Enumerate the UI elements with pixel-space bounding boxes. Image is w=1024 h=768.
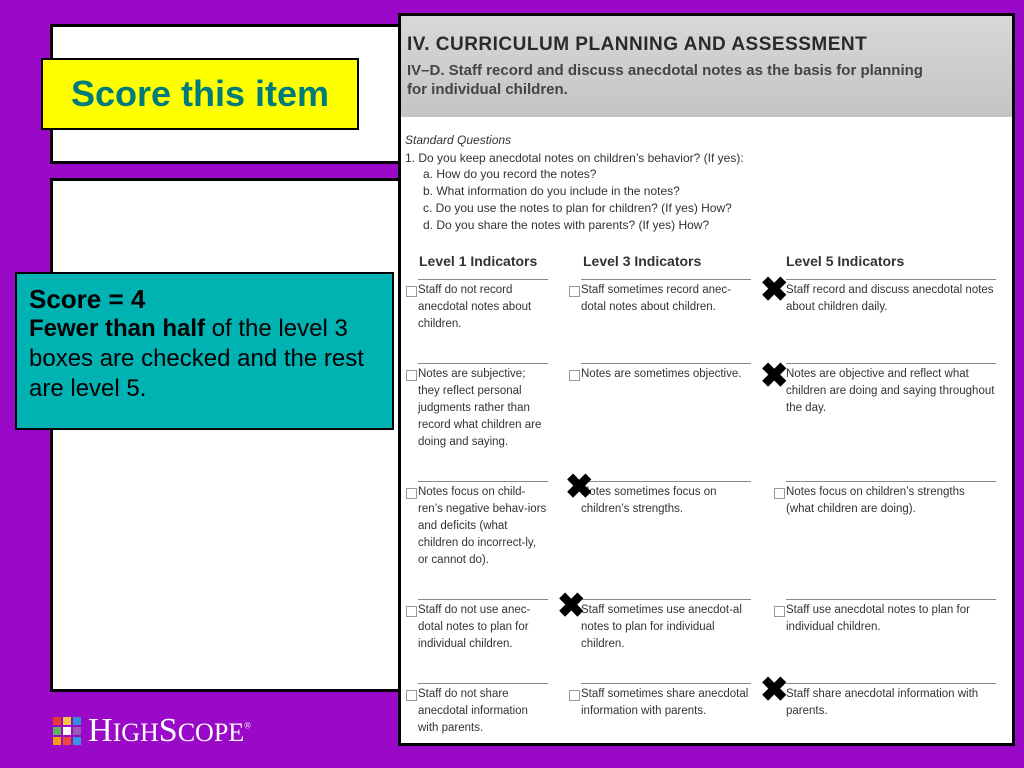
score-explanation	[29, 314, 382, 404]
assessment-document	[398, 13, 1015, 746]
checkbox-row3-level5[interactable]	[774, 488, 785, 499]
indicator-row1-level3: Staff sometimes record anec-dotal notes about children.	[581, 279, 751, 316]
check-mark-row3-level3: ✖	[565, 468, 594, 506]
checkbox-row1-level3[interactable]	[569, 286, 580, 297]
logo-square	[73, 727, 81, 735]
logo-square	[63, 717, 71, 725]
document-header	[401, 16, 1012, 117]
logo-square	[53, 727, 61, 735]
checkbox-row4-level5[interactable]	[774, 606, 785, 617]
score-heading: Score = 4	[29, 284, 146, 314]
level-1-header: Level 1 Indicators	[419, 253, 538, 269]
check-mark-row4-level3: ✖	[557, 587, 586, 625]
question-d: d. Do you share the notes with parents? (If yes) How?	[423, 218, 710, 232]
logo-square	[53, 717, 61, 725]
indicator-row3-level1: Notes focus on child-ren’s negative behav-iors and deficits (what children do incorrect-ly, or cannot do).	[418, 481, 548, 569]
question-1: 1. Do you keep anecdotal notes on children’s behavior? (If yes):	[405, 151, 744, 165]
score-this-item-callout	[41, 58, 359, 130]
indicator-row2-level1: Notes are subjective; they reflect personal judgments rather than record what children are doing and saying.	[418, 363, 548, 451]
logo-square	[53, 737, 61, 745]
document-title: IV. CURRICULUM PLANNING AND ASSESSMENT	[407, 34, 868, 55]
indicator-row2-level5: Notes are objective and reflect what children are doing and saying throughout the day.	[786, 363, 996, 417]
indicator-row1-level5: Staff record and discuss anecdotal notes about children daily.	[786, 279, 996, 316]
check-mark-row5-level5: ✖	[760, 671, 789, 709]
question-a: a. How do you record the notes?	[423, 167, 597, 181]
indicator-row1-level1: Staff do not record anecdotal notes about children.	[418, 279, 548, 333]
question-b: b. What information do you include in the notes?	[423, 184, 680, 198]
score-explanation-box	[15, 272, 394, 430]
question-c: c. Do you use the notes to plan for children? (If yes) How?	[423, 201, 732, 215]
logo-square	[63, 727, 71, 735]
highscope-logo	[52, 712, 251, 750]
level-5-header: Level 5 Indicators	[786, 253, 905, 269]
score-this-item-text: Score this item	[70, 73, 330, 114]
indicator-row5-level5: Staff share anecdotal information with parents.	[786, 683, 996, 720]
standard-questions-label: Standard Questions	[405, 133, 512, 147]
checkbox-row5-level3[interactable]	[569, 690, 580, 701]
logo-square	[73, 737, 81, 745]
indicator-row4-level3: Staff sometimes use anecdot-al notes to plan for individual children.	[581, 599, 751, 653]
check-mark-row1-level5: ✖	[760, 271, 789, 309]
checkbox-row2-level3[interactable]	[569, 370, 580, 381]
indicator-row2-level3: Notes are sometimes objective.	[581, 363, 751, 383]
checkbox-row4-level1[interactable]	[406, 606, 417, 617]
indicator-row3-level3: Notes sometimes focus on children’s strengths.	[581, 481, 751, 518]
logo-square	[73, 717, 81, 725]
indicator-row3-level5: Notes focus on children’s strengths (what children are doing).	[786, 481, 996, 518]
score-explanation-rest: of the level 3 boxes are checked and the rest are level 5.	[29, 315, 364, 402]
checkbox-row3-level1[interactable]	[406, 488, 417, 499]
score-explanation-bold: Fewer than half	[29, 315, 206, 342]
checkbox-row2-level1[interactable]	[406, 370, 417, 381]
indicator-row5-level3: Staff sometimes share anecdotal information with parents.	[581, 683, 751, 720]
bottom-white-panel	[50, 178, 404, 692]
checkbox-row1-level1[interactable]	[406, 286, 417, 297]
logo-square	[63, 737, 71, 745]
highscope-logo-mark-icon	[52, 716, 82, 746]
checkbox-row5-level1[interactable]	[406, 690, 417, 701]
indicator-row4-level5: Staff use anecdotal notes to plan for individual children.	[786, 599, 996, 636]
indicator-row4-level1: Staff do not use anec-dotal notes to plan for individual children.	[418, 599, 548, 653]
document-subtitle: IV–D. Staff record and discuss anecdotal notes as the basis for planning for individual children.	[407, 62, 923, 98]
indicator-row5-level1: Staff do not share anecdotal information with parents.	[418, 683, 548, 737]
level-3-header: Level 3 Indicators	[583, 253, 702, 269]
check-mark-row2-level5: ✖	[760, 357, 789, 395]
highscope-logo-text: HIGHSCOPE®	[88, 712, 252, 749]
